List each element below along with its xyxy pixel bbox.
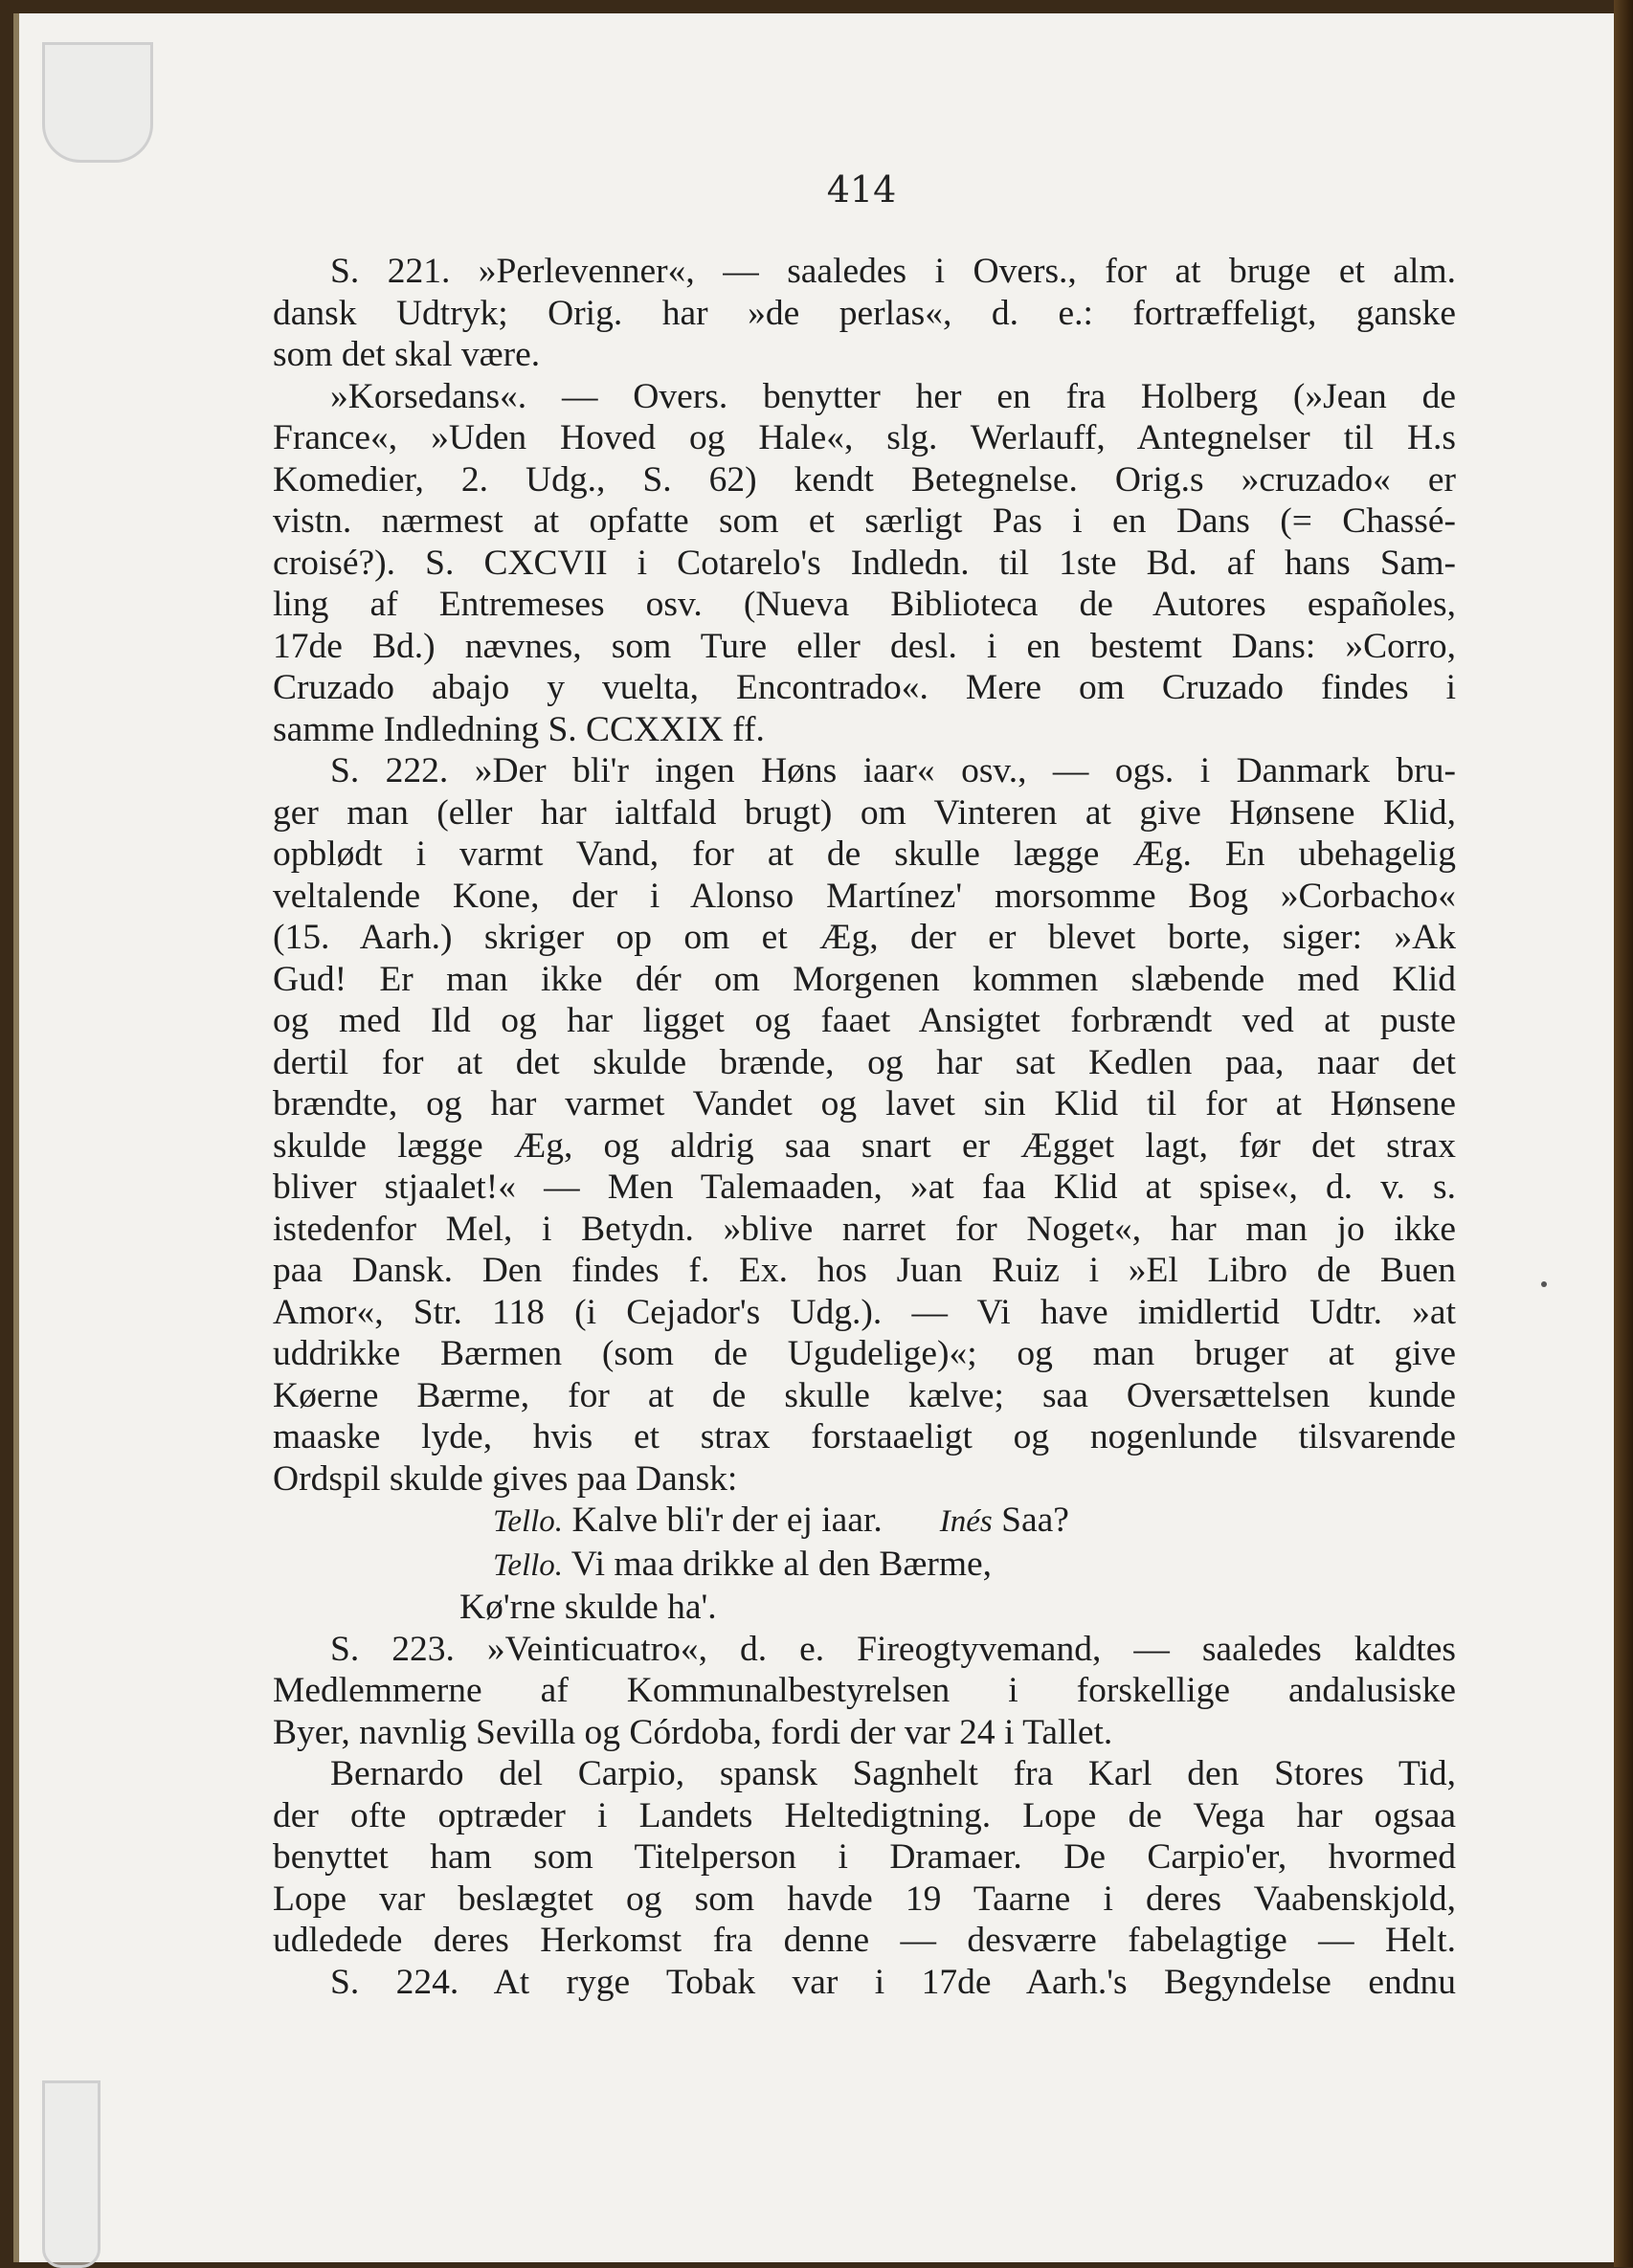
text-line: S. 222. »Der bli'r ingen Høns iaar« osv., — ogs. i Danmark bru- — [330, 751, 1456, 790]
text-line: udledede deres Herkomst fra denne — desværre fabelagtige — Helt. — [273, 1921, 1456, 1960]
text-line: Ordspil skulde gives paa Dansk: — [273, 1458, 738, 1499]
text-line: croisé?). S. CXCVII i Cotarelo's Indledn. til 1ste Bd. af hans Sam- — [273, 543, 1456, 583]
text-line: der ofte optræder i Landets Heltedigtning. Lope de Vega har ogsaa — [273, 1795, 1456, 1835]
text-line: ger man (eller har ialtfald brugt) om Vinteren at give Hønsene Klid, — [273, 792, 1456, 833]
text-line: »Korsedans«. — Overs. benytter her en fra Holberg (»Jean de — [330, 376, 1456, 416]
text-line: Cruzado abajo y vuelta, Encontrado«. Mere om Cruzado findes i — [273, 668, 1456, 707]
text-line: skulde lægge Æg, og aldrig saa snart er Ægget lagt, før det strax — [273, 1125, 1456, 1166]
verse-text: Saa? — [1001, 1501, 1069, 1540]
verse-line-1 — [273, 1500, 1456, 1544]
text-line: Amor«, Str. 118 (i Cejador's Udg.). — Vi have imidlertid Udtr. »at — [273, 1292, 1456, 1332]
ink-speck — [1541, 1281, 1547, 1287]
text-line: Lope var beslægtet og som havde 19 Taarne i deres Vaabenskjold, — [273, 1879, 1456, 1919]
text-line: maaske lyde, hvis et strax forstaaeligt og nogenlunde tilsvarende — [273, 1417, 1456, 1456]
text-line: S. 221. »Perlevenner«, — saaledes i Overs., for at bruge et alm. — [330, 252, 1456, 291]
text-line: Byer, navnlig Sevilla og Córdoba, fordi der var 24 i Tallet. — [273, 1712, 1113, 1752]
text-line: paa Dansk. Den findes f. Ex. hos Juan Ruiz i »El Libro de Buen — [273, 1251, 1456, 1290]
text-line: Medlemmerne af Kommunalbestyrelsen i forskellige andalusiske — [273, 1671, 1456, 1710]
photo-corner-bottom — [42, 2080, 101, 2268]
text-line: S. 223. »Veinticuatro«, d. e. Fireogtyvemand, — saaledes kaldtes — [330, 1629, 1456, 1669]
verse-speaker: Tello. — [493, 1547, 564, 1583]
page-number: 414 — [826, 168, 897, 211]
text-line: som det skal være. — [273, 335, 541, 374]
verse-text: Kalve bli'r der ej iaar. — [571, 1501, 883, 1540]
text-line: vistn. nærmest at opfatte som et særligt Pas i en Dans (= Chassé- — [273, 501, 1456, 541]
text-line: og med Ild og har ligget og faaet Ansigtet forbrændt ved at puste — [273, 1001, 1456, 1040]
text-line: veltalende Kone, der i Alonso Martínez' morsomme Bog »Corbacho« — [273, 876, 1456, 916]
text-line: dertil for at det skulde brænde, og har sat Kedlen paa, naar det — [273, 1042, 1456, 1082]
text-line: Gud! Er man ikke dér om Morgenen kommen slæbende med Klid — [273, 959, 1456, 999]
text-line: benyttet ham som Titelperson i Dramaer. De Carpio'er, hvormed — [273, 1837, 1456, 1877]
text-line: brændte, og har varmet Vandet og lavet sin Klid til for at Hønsene — [273, 1084, 1456, 1123]
verse-speaker: Tello. — [493, 1504, 564, 1539]
text-line: Køerne Bærme, for at de skulle kælve; saa Oversættelsen kunde — [273, 1375, 1456, 1415]
text-line: dansk Udtryk; Orig. har »de perlas«, d. e.: fortræffeligt, ganske — [273, 293, 1456, 333]
text-line: istedenfor Mel, i Betydn. »blive narret for Noget«, har man jo ikke — [273, 1209, 1456, 1249]
verse-line-2 — [273, 1544, 1456, 1588]
photo-corner-top — [42, 42, 153, 163]
text-line: opblødt i varmt Vand, for at de skulle lægge Æg. En ubehagelig — [273, 834, 1456, 874]
text-line: bliver stjaalet!« — Men Talemaaden, »at faa Klid at spise«, d. v. s. — [273, 1167, 1456, 1207]
text-line: ling af Entremeses osv. (Nueva Biblioteca de Autores españoles, — [273, 585, 1456, 624]
text-line: Bernardo del Carpio, spansk Sagnhelt fra Karl den Stores Tid, — [330, 1754, 1456, 1793]
text-line: S. 224. At ryge Tobak var i 17de Aarh.'s Begyndelse endnu — [330, 1962, 1456, 2002]
text-line: 17de Bd.) nævnes, som Ture eller desl. i en bestemt Dans: »Corro, — [273, 626, 1456, 666]
verse-speaker: Inés — [939, 1504, 993, 1539]
text-line: Komedier, 2. Udg., S. 62) kendt Betegnelse. Orig.s »cruzado« er — [273, 459, 1456, 500]
body-text — [273, 251, 1456, 2003]
text-line: uddrikke Bærmen (som de Ugudelige)«; og man bruger at give — [273, 1334, 1456, 1373]
text-line: samme Indledning S. CCXXIX ff. — [273, 709, 765, 749]
verse-text: Vi maa drikke al den Bærme, — [570, 1544, 993, 1584]
book-spine — [1614, 0, 1633, 2267]
verse-line-3: Kø'rne skulde ha'. — [459, 1588, 717, 1627]
text-line: (15. Aarh.) skriger op om et Æg, der er blevet borte, siger: »Ak — [273, 918, 1456, 957]
text-line: France«, »Uden Hoved og Hale«, slg. Werlauff, Antegnelser til H.s — [273, 418, 1456, 457]
